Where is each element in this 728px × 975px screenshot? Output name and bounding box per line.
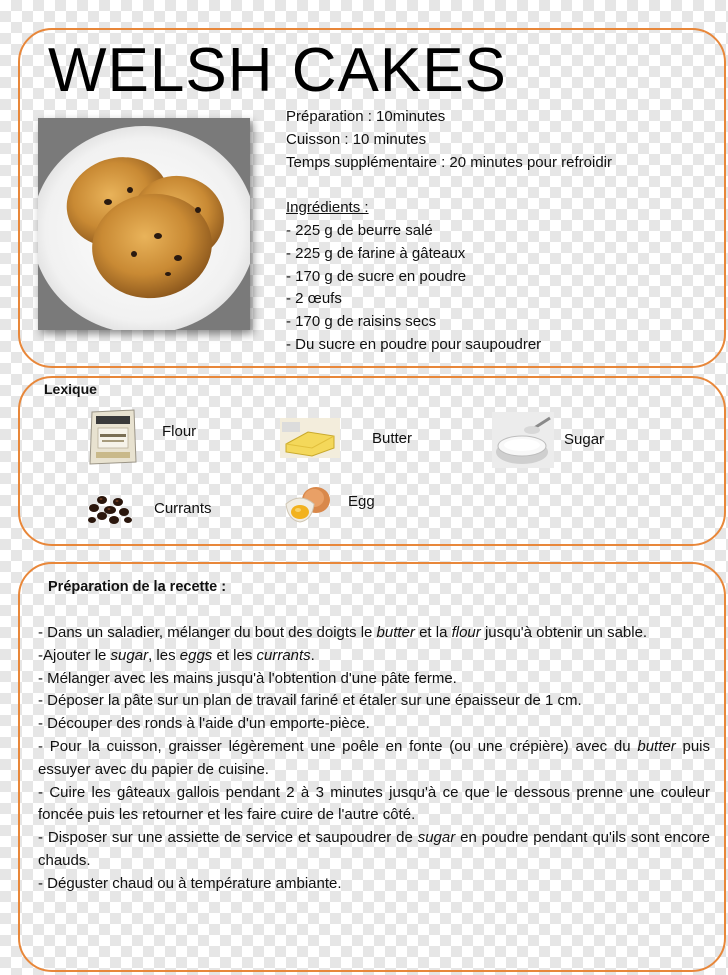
recipe-info	[286, 106, 612, 357]
ingredient-term: flour	[451, 624, 481, 641]
page-title: WELSH CAKES	[48, 36, 507, 105]
lexique-sugar: Sugar	[564, 431, 605, 448]
lexique-currants: Currants	[154, 500, 212, 517]
ingredient-item: - 170 g de raisins secs	[286, 313, 437, 331]
ingredient-item: - 225 g de farine à gâteaux	[286, 244, 466, 262]
preparation-step: - Dans un saladier, mélanger du bout des doigts le butter et la flour jusqu'à obtenir un sable.	[38, 624, 648, 641]
preparation-step: -Ajouter le sugar, les eggs et les currants.	[38, 646, 315, 664]
lexique-title: Lexique	[44, 381, 97, 397]
egg-image	[282, 482, 334, 529]
currants-image	[84, 488, 136, 533]
preparation-step: - Disposer sur une assiette de service et saupoudrer de sugar en poudre pendant qu'ils sont encore chauds.	[38, 829, 711, 869]
ingredient-item: - 2 œufs	[286, 290, 342, 308]
ingredient-term: butter	[376, 624, 415, 641]
ingredient-item: - 170 g de sucre en poudre	[286, 267, 467, 285]
ingredients-heading: Ingrédients :	[286, 199, 369, 217]
preparation-step: - Découper des ronds à l'aide d'un emporte-pièce.	[38, 715, 370, 733]
preparation-title: Préparation de la recette :	[48, 579, 227, 595]
preparation-step: - Pour la cuisson, graisser légèrement une poêle en fonte (ou une crépière) avec du butter puis essuyer avec du papier de cuisine.	[38, 737, 711, 778]
preparation-step: - Cuire les gâteaux gallois pendant 2 à 3 minutes jusqu'à ce que le dessous prenne une couleur foncée puis les retourner et les faire cuire de l'autre côté.	[38, 783, 710, 824]
cooking-time: Cuisson : 10 minutes	[286, 130, 427, 148]
flour-bag-image	[86, 404, 140, 471]
welsh-cakes-photo	[38, 118, 250, 330]
cooling-time: Temps supplémentaire : 20 minutes pour refroidir	[286, 153, 612, 171]
ingredient-item: - Du sucre en poudre pour saupoudrer	[286, 335, 542, 353]
ingredient-term: sugar	[417, 829, 456, 847]
ingredient-term: currants	[256, 646, 311, 664]
lexique-flour: Flour	[162, 423, 197, 440]
ingredient-item: - 225 g de beurre salé	[286, 221, 433, 239]
ingredient-term: eggs	[179, 646, 213, 664]
ingredient-term: sugar	[110, 646, 149, 664]
lexique-butter: Butter	[372, 430, 413, 447]
ingredient-term: butter	[637, 737, 676, 755]
preparation-step: - Mélanger avec les mains jusqu'à l'obtention d'une pâte ferme.	[38, 669, 457, 687]
preparation-steps	[38, 622, 710, 896]
preparation-time: Préparation : 10minutes	[286, 108, 446, 125]
sugar-bowl-image	[492, 412, 554, 473]
preparation-step: - Déguster chaud ou à température ambiante.	[38, 874, 342, 892]
butter-image	[280, 418, 340, 463]
lexique-egg: Egg	[348, 493, 375, 510]
preparation-step: - Déposer la pâte sur un plan de travail fariné et étaler sur une épaisseur de 1 cm.	[38, 692, 582, 710]
